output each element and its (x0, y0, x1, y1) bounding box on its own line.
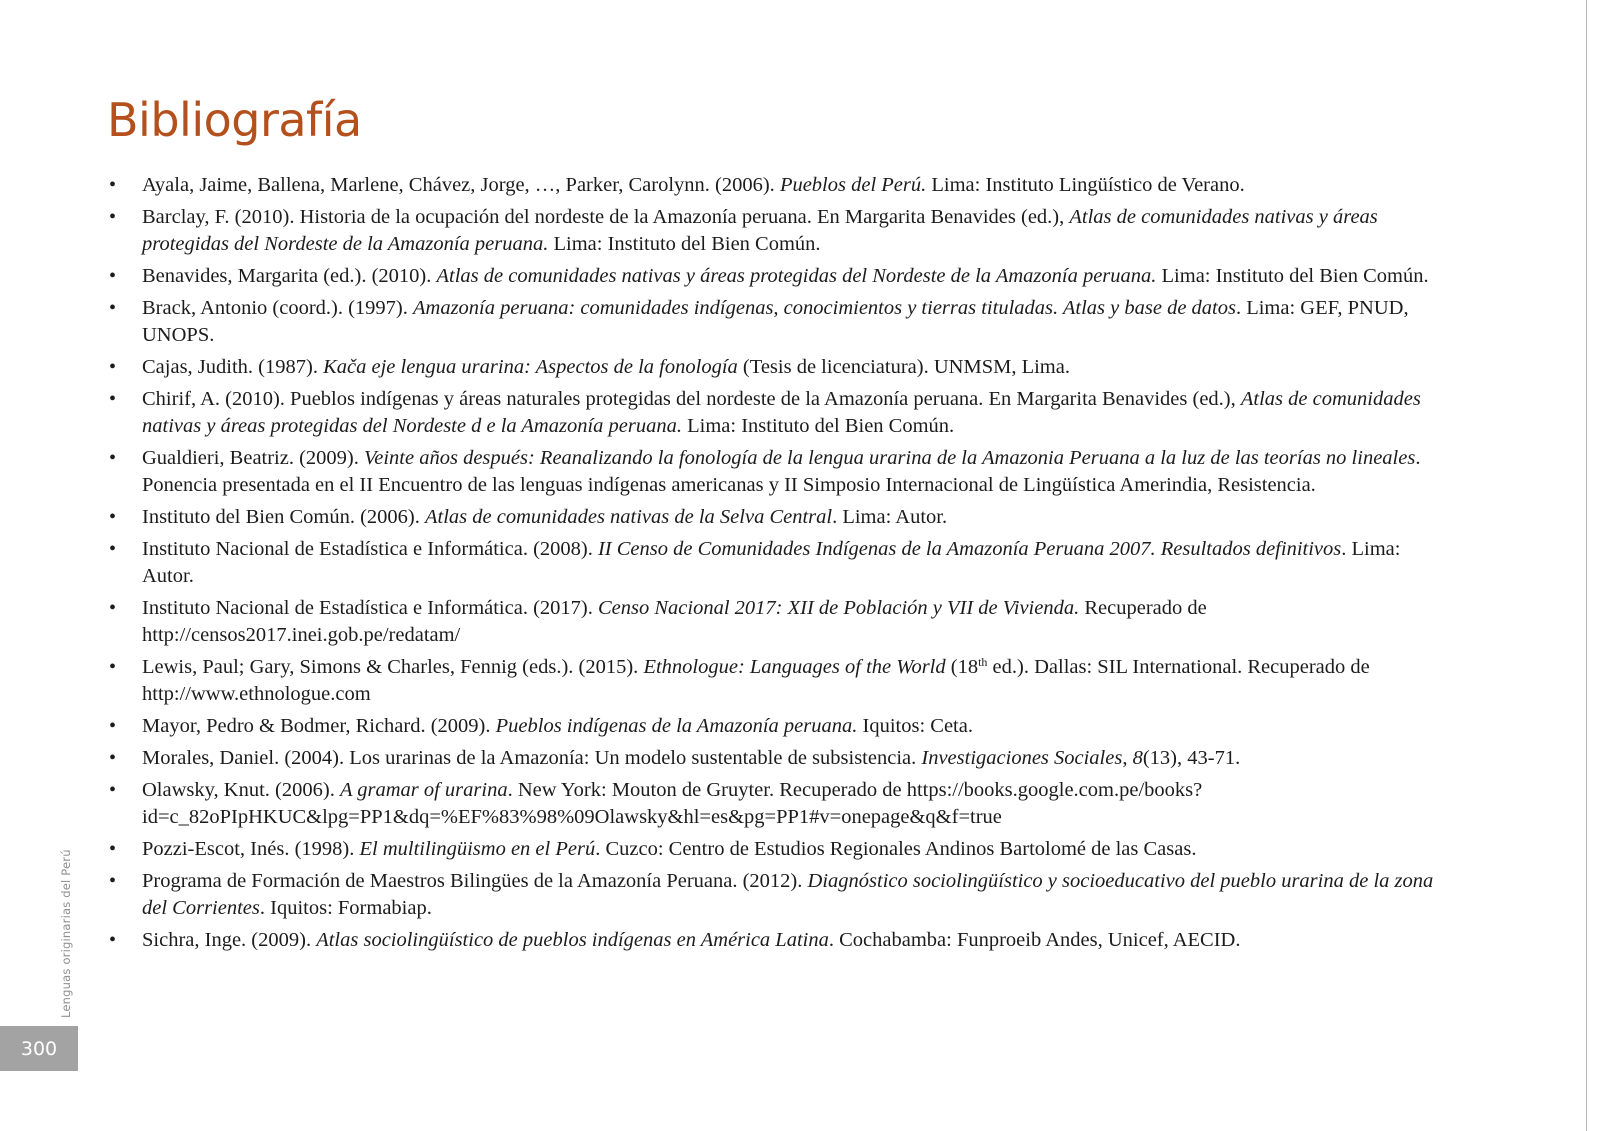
entry-text: Lima: Instituto del Bien Común. (681, 415, 955, 437)
bullet-icon: • (109, 838, 117, 860)
entry-text: Brack, Antonio (coord.). (1997). (142, 297, 413, 319)
bibliography-entry (109, 386, 1442, 440)
entry-title: Ethnologue: Languages of the World (643, 656, 946, 678)
entry-text: . New York: Mouton de Gruyter. Recuperado de https://books.google.com.pe/books?id=c_82oPIpHKUC&lpg=PP1&dq=%EF%83%98%09Olawsky&hl=es&pg=PP1#v=onepage&q&f=true (142, 779, 1203, 828)
bibliography-entry (109, 354, 1442, 381)
entry-text: ed.). Dallas: SIL International. Recuperado de http://www.ethnologue.com (142, 656, 1370, 705)
entry-title: Veinte años después: Reanalizando la fonología de la lengua urarina de la Amazonia Peruana a la luz de las teorías no lineales (364, 447, 1416, 469)
side-running-title: Lenguas originarias del Perú (59, 849, 73, 1018)
entry-text: Benavides, Margarita (ed.). (2010). (142, 265, 437, 287)
entry-text: Sichra, Inge. (2009). (142, 929, 317, 951)
right-edge-rule (1586, 0, 1587, 1131)
entry-text: Instituto Nacional de Estadística e Informática. (2017). (142, 597, 598, 619)
entry-text: (13), 43-71. (1142, 747, 1241, 769)
bibliography-entry (109, 172, 1442, 199)
bibliography-entry (109, 204, 1442, 258)
entry-title: Investigaciones Sociales (921, 747, 1123, 769)
bibliography-entry (109, 654, 1442, 708)
bullet-icon: • (109, 779, 117, 801)
bullet-icon: • (109, 447, 117, 469)
entry-text: Recuperado de http://censos2017.inei.gob.pe/redatam/ (142, 597, 1207, 646)
bullet-icon: • (109, 356, 117, 378)
page-title: Bibliografía (107, 93, 362, 147)
page-number: 300 (20, 1037, 58, 1060)
bullet-icon: • (109, 174, 117, 196)
entry-text: Pozzi-Escot, Inés. (1998). (142, 838, 360, 860)
bullet-icon: • (109, 597, 117, 619)
bibliography-entry (109, 777, 1442, 831)
entry-text: Iquitos: Ceta. (857, 715, 973, 737)
bullet-icon: • (109, 929, 117, 951)
entry-title: II Censo de Comunidades Indígenas de la Amazonía Peruana 2007. Resultados definitivos (597, 538, 1342, 560)
entry-text: Lewis, Paul; Gary, Simons & Charles, Fennig (eds.). (2015). (142, 656, 644, 678)
bibliography-list (109, 172, 1442, 959)
bullet-icon: • (109, 265, 117, 287)
bullet-icon: • (109, 747, 117, 769)
entry-text: Lima: Instituto Lingüístico de Verano. (926, 174, 1245, 196)
entry-title: Amazonía peruana: comunidades indígenas, conocimientos y tierras tituladas. Atlas y base de datos (413, 297, 1236, 319)
bullet-icon: • (109, 297, 117, 319)
bullet-icon: • (109, 206, 117, 228)
bibliography-entry (109, 595, 1442, 649)
entry-title: Pueblos del Perú. (779, 174, 927, 196)
bibliography-entry (109, 445, 1442, 499)
bibliography-entry (109, 504, 1442, 531)
bullet-icon: • (109, 656, 117, 678)
bibliography-entry (109, 927, 1442, 954)
bibliography-entry (109, 836, 1442, 863)
entry-title: Diagnóstico sociolingüístico y socioeducativo del pueblo urarina de la zona del Corrientes (142, 870, 1434, 919)
entry-text: Olawsky, Knut. (2006). (142, 779, 340, 801)
entry-title: Kača eje lengua urarina: Aspectos de la fonología (323, 356, 738, 378)
bibliography-entry (109, 295, 1442, 349)
entry-text: Lima: Instituto del Bien Común. (1156, 265, 1429, 287)
entry-text: . Lima: GEF, PNUD, UNOPS. (142, 297, 1409, 346)
entry-text: . Cochabamba: Funproeib Andes, Unicef, AECID. (828, 929, 1241, 951)
entry-text: , (1122, 747, 1133, 769)
page-number-box (0, 1026, 78, 1071)
bibliography-entry (109, 713, 1442, 740)
entry-text: Gualdieri, Beatriz. (2009). (142, 447, 365, 469)
bullet-icon: • (109, 715, 117, 737)
entry-text: . Lima: Autor. (832, 506, 948, 528)
entry-text: . Ponencia presentada en el II Encuentro de las lenguas indígenas americanas y II Simposio Internacional de Lingüística Amerindia, Resistencia. (142, 447, 1421, 496)
entry-text: Instituto Nacional de Estadística e Informática. (2008). (142, 538, 598, 560)
entry-text: (Tesis de licenciatura). UNMSM, Lima. (737, 356, 1070, 378)
bullet-icon: • (109, 506, 117, 528)
entry-title: Atlas sociolingüístico de pueblos indígenas en América Latina (316, 929, 829, 951)
entry-title: Censo Nacional 2017: XII de Población y VII de Vivienda. (597, 597, 1080, 619)
entry-title: El multilingüismo en el Perú (359, 838, 596, 860)
bibliography-entry (109, 263, 1442, 290)
entry-volume: 8 (1132, 747, 1143, 769)
entry-title: Atlas de comunidades nativas y áreas protegidas del Nordeste de la Amazonía peruana. (142, 206, 1378, 255)
entry-text: Mayor, Pedro & Bodmer, Richard. (2009). (142, 715, 496, 737)
entry-title: Pueblos indígenas de la Amazonía peruana. (495, 715, 858, 737)
entry-title: Atlas de comunidades nativas y áreas protegidas del Nordeste de la Amazonía peruana. (436, 265, 1157, 287)
entry-title: Atlas de comunidades nativas de la Selva Central (425, 506, 833, 528)
entry-text: Lima: Instituto del Bien Común. (548, 233, 821, 255)
entry-text: Morales, Daniel. (2004). Los urarinas de la Amazonía: Un modelo sustentable de subsistencia. (142, 747, 922, 769)
entry-text: . Cuzco: Centro de Estudios Regionales Andinos Bartolomé de las Casas. (595, 838, 1197, 860)
bullet-icon: • (109, 538, 117, 560)
entry-text: Instituto del Bien Común. (2006). (142, 506, 425, 528)
entry-text: Chirif, A. (2010). Pueblos indígenas y áreas naturales protegidas del nordeste de la Amazonía peruana. En Margarita Benavides (ed.), (142, 388, 1241, 410)
entry-text: Cajas, Judith. (1987). (142, 356, 324, 378)
entry-superscript: th (978, 655, 988, 669)
entry-title: Atlas de comunidades nativas y áreas protegidas del Nordeste d e la Amazonía peruana. (142, 388, 1421, 437)
entry-title: A gramar of urarina (339, 779, 508, 801)
bullet-icon: • (109, 388, 117, 410)
entry-text: Barclay, F. (2010). Historia de la ocupación del nordeste de la Amazonía peruana. En Margarita Benavides (ed.), (142, 206, 1070, 228)
entry-text: . Lima: Autor. (142, 538, 1401, 587)
entry-text: . Iquitos: Formabiap. (259, 897, 432, 919)
entry-text: Ayala, Jaime, Ballena, Marlene, Chávez, Jorge, …, Parker, Carolynn. (2006). (142, 174, 780, 196)
bibliography-entry (109, 745, 1442, 772)
bibliography-entry (109, 868, 1442, 922)
bullet-icon: • (109, 870, 117, 892)
entry-text: Programa de Formación de Maestros Bilingües de la Amazonía Peruana. (2012). (142, 870, 808, 892)
bibliography-entry (109, 536, 1442, 590)
entry-text: (18 (945, 656, 979, 678)
